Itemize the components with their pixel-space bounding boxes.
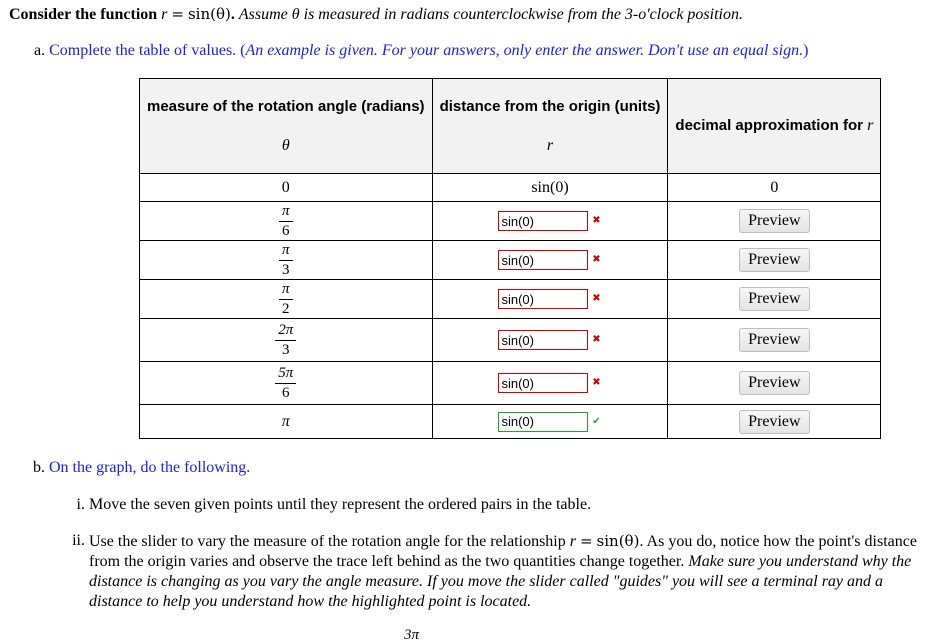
part-b-instruction (33, 459, 250, 477)
header-distance (432, 79, 668, 174)
intro-note-var: θ (291, 6, 300, 23)
distance-cell (432, 319, 668, 362)
angle-cell: 0 (140, 174, 433, 202)
fraction-denominator: 6 (282, 222, 290, 239)
answer-input[interactable] (498, 330, 588, 350)
distance-cell: sin(0) (432, 174, 668, 202)
problem-intro (9, 5, 743, 24)
fraction-numerator: 2π (275, 323, 296, 341)
decimal-cell (668, 362, 881, 405)
header-decimal-symbol: r (867, 117, 874, 134)
fraction-numerator: π (279, 243, 293, 261)
preview-button[interactable]: Preview (739, 410, 809, 434)
header-angle (140, 79, 433, 174)
answer-input[interactable] (498, 289, 588, 309)
part-b-steps (72, 495, 931, 612)
header-decimal (668, 79, 881, 174)
angle-cell: π (140, 405, 433, 439)
angle-cell (140, 319, 433, 362)
distance-cell (432, 405, 668, 439)
graph-axis-label (404, 626, 419, 644)
angle-fraction (279, 243, 293, 278)
step-eq-rhs: sin(θ) (596, 532, 640, 550)
fraction-numerator: π (279, 204, 293, 222)
incorrect-icon: ✖ (592, 377, 601, 388)
decimal-cell (668, 280, 881, 319)
intro-note-post: is measured in radians counterclockwise from the 3-o'clock position. (303, 6, 743, 23)
answer-input[interactable] (498, 412, 588, 432)
table-row (140, 319, 881, 362)
preview-button[interactable]: Preview (739, 328, 809, 352)
function-eq: = (171, 5, 184, 23)
intro-lead: Consider the function (9, 6, 158, 23)
preview-button[interactable]: Preview (739, 209, 809, 233)
correct-icon: ✔ (592, 415, 601, 427)
header-angle-symbol: θ (281, 136, 290, 154)
header-decimal-label: decimal approximation for (675, 117, 863, 134)
part-a-hint: An example is given. For your answers, only enter the answer. Don't use an equal sign. (245, 42, 804, 59)
answer-input[interactable] (498, 373, 588, 393)
distance-cell (432, 202, 668, 241)
incorrect-icon: ✖ (592, 293, 601, 304)
angle-fraction (279, 282, 293, 317)
decimal-cell (668, 319, 881, 362)
distance-cell (432, 280, 668, 319)
table-row (140, 202, 881, 241)
incorrect-icon: ✖ (592, 254, 601, 265)
table-of-values (139, 78, 881, 439)
angle-fraction (275, 366, 296, 401)
part-a-letter: a. (34, 42, 46, 59)
angle-fraction (279, 204, 293, 239)
answer-input[interactable] (498, 211, 588, 231)
distance-cell (432, 241, 668, 280)
answer-input[interactable] (498, 250, 588, 270)
decimal-cell: 0 (668, 174, 881, 202)
fraction-denominator: 3 (282, 341, 290, 358)
list-numeral: i. (76, 496, 85, 513)
preview-button[interactable]: Preview (739, 248, 809, 272)
fraction-denominator: 6 (282, 384, 290, 401)
fraction-denominator: 3 (282, 261, 290, 278)
table-row (140, 280, 881, 319)
fraction-numerator: 5π (275, 366, 296, 384)
decimal-cell (668, 241, 881, 280)
step-eq-sign: = (579, 532, 593, 550)
part-a-text: Complete the table of values. (49, 42, 237, 59)
decimal-cell (668, 202, 881, 241)
angle-cell (140, 241, 433, 280)
decimal-cell (668, 405, 881, 439)
table-row (140, 362, 881, 405)
angle-fraction (275, 323, 296, 358)
angle-cell (140, 362, 433, 405)
table-row-example (140, 174, 881, 202)
intro-period: . (230, 6, 235, 23)
fraction-denominator: 2 (282, 300, 290, 317)
header-distance-symbol: r (546, 136, 554, 154)
table-row (140, 405, 881, 439)
table-header-row (140, 79, 881, 174)
header-angle-label: measure of the rotation angle (radians) (147, 97, 425, 115)
list-numeral: ii. (72, 532, 85, 549)
step-text-italic: Make sure you understand why the distance is changing as you vary the angle measure. If you move the slider called "guides" you will see a terminal ray and a distance to help you understand how the highlighted point is located. (89, 553, 912, 610)
function-lhs: r (161, 6, 168, 23)
step-text: Move the seven given points until they represent the ordered pairs in the table. (89, 496, 592, 513)
list-item (76, 495, 931, 515)
table-row (140, 241, 881, 280)
intro-note-pre: Assume (238, 6, 288, 23)
angle-cell (140, 280, 433, 319)
step-text-post: . As you do, notice how the point's distance from the origin varies and observe the trace left behind as the two quantities change together. (89, 533, 917, 570)
fraction-numerator: π (279, 282, 293, 300)
distance-cell (432, 362, 668, 405)
step-eq-lhs: r (569, 533, 576, 550)
preview-button[interactable]: Preview (739, 371, 809, 395)
step-text-pre: Use the slider to vary the measure of the rotation angle for the relationship (89, 533, 566, 550)
part-b-letter: b. (33, 459, 45, 476)
list-item (72, 531, 931, 612)
header-distance-label: distance from the origin (units) (439, 97, 661, 115)
part-b-text: On the graph, do the following. (49, 459, 251, 476)
function-rhs: sin(θ) (187, 5, 231, 23)
part-a-instruction (34, 42, 808, 60)
preview-button[interactable]: Preview (739, 287, 809, 311)
part-a-paren-open: ( (240, 42, 246, 59)
incorrect-icon: ✖ (592, 215, 601, 226)
part-a-paren-close: ) (803, 42, 809, 59)
incorrect-icon: ✖ (592, 334, 601, 345)
axis-label-numerator: 3π (404, 627, 420, 643)
angle-cell (140, 202, 433, 241)
